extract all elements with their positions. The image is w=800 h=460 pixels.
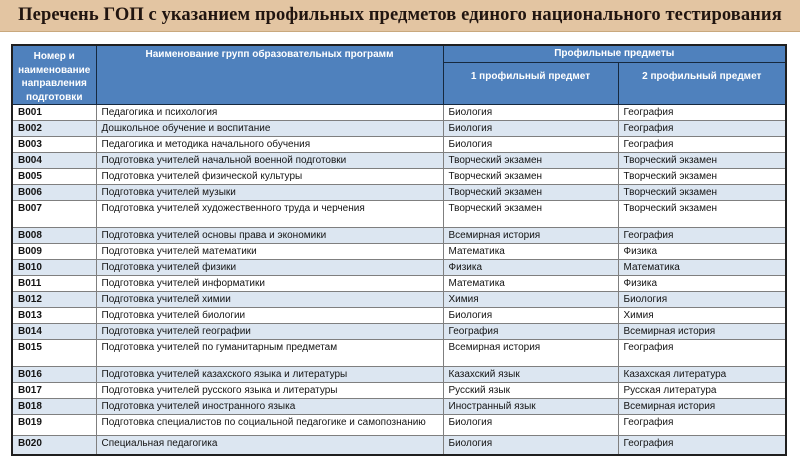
row-program: Подготовка учителей казахского языка и литературы [96,367,443,383]
table-row [12,324,786,340]
gop-table [11,44,787,456]
row-subject2: География [618,137,786,153]
title-bar [0,0,800,32]
table-row [12,228,786,244]
row-program: Подготовка учителей биологии [96,308,443,324]
table-row [12,415,786,436]
row-code: B008 [12,228,96,244]
row-subject2: География [618,436,786,455]
row-code: B018 [12,399,96,415]
row-code: B009 [12,244,96,260]
header-profile-subjects: Профильные предметы [443,45,786,62]
row-subject1: Русский язык [443,383,618,399]
row-subject1: Биология [443,415,618,436]
row-subject2: Всемирная история [618,399,786,415]
row-subject1: Биология [443,105,618,121]
row-program: Подготовка учителей химии [96,292,443,308]
row-code: B014 [12,324,96,340]
header-direction: Номер и наименование направления подготовки [12,45,96,105]
row-subject2: География [618,228,786,244]
row-subject1: Всемирная история [443,340,618,367]
row-subject2: География [618,415,786,436]
table-row [12,137,786,153]
table-row [12,185,786,201]
row-program: Подготовка учителей иностранного языка [96,399,443,415]
row-code: B015 [12,340,96,367]
table-row [12,105,786,121]
row-code: B017 [12,383,96,399]
row-subject2: Химия [618,308,786,324]
row-subject1: Физика [443,260,618,276]
row-program: Педагогика и методика начального обучения [96,137,443,153]
table-row [12,383,786,399]
row-code: B003 [12,137,96,153]
row-code: B011 [12,276,96,292]
row-program: Подготовка специалистов по социальной педагогике и самопознанию [96,415,443,436]
row-subject2: Математика [618,260,786,276]
row-code: B019 [12,415,96,436]
table-row [12,436,786,455]
row-subject2: География [618,340,786,367]
row-subject1: Биология [443,436,618,455]
row-subject2: География [618,121,786,137]
row-subject1: Творческий экзамен [443,169,618,185]
row-program: Подготовка учителей основы права и экономики [96,228,443,244]
row-subject1: Математика [443,244,618,260]
row-subject1: Всемирная история [443,228,618,244]
row-subject1: Творческий экзамен [443,185,618,201]
table-row [12,169,786,185]
table-row [12,292,786,308]
row-code: B013 [12,308,96,324]
row-subject2: Творческий экзамен [618,185,786,201]
row-program: Подготовка учителей художественного труда и черчения [96,201,443,228]
row-subject1: Казахский язык [443,367,618,383]
row-subject2: Всемирная история [618,324,786,340]
row-subject2: Казахская литература [618,367,786,383]
row-subject2: Творческий экзамен [618,201,786,228]
row-program: Подготовка учителей по гуманитарным предметам [96,340,443,367]
row-subject1: Иностранный язык [443,399,618,415]
header-subject-1: 1 профильный предмет [443,62,618,104]
row-code: B004 [12,153,96,169]
row-code: B002 [12,121,96,137]
row-program: Подготовка учителей русского языка и литературы [96,383,443,399]
row-code: B001 [12,105,96,121]
row-subject1: Биология [443,308,618,324]
table-row [12,340,786,367]
row-program: Подготовка учителей музыки [96,185,443,201]
row-subject1: География [443,324,618,340]
row-subject2: Русская литература [618,383,786,399]
table-row [12,276,786,292]
row-code: B006 [12,185,96,201]
row-code: B020 [12,436,96,455]
table-header [12,45,786,105]
page-title: Перечень ГОП с указанием профильных предметов единого национального тестирования [18,5,782,25]
row-code: B010 [12,260,96,276]
row-program: Подготовка учителей физики [96,260,443,276]
row-code: B016 [12,367,96,383]
row-subject1: Творческий экзамен [443,201,618,228]
row-program: Дошкольное обучение и воспитание [96,121,443,137]
table-row [12,367,786,383]
row-subject2: Творческий экзамен [618,153,786,169]
row-subject1: Биология [443,121,618,137]
table-row [12,153,786,169]
table-row [12,399,786,415]
row-program: Подготовка учителей математики [96,244,443,260]
row-subject1: Математика [443,276,618,292]
table-row [12,244,786,260]
row-program: Подготовка учителей физической культуры [96,169,443,185]
row-program: Подготовка учителей географии [96,324,443,340]
row-subject1: Творческий экзамен [443,153,618,169]
table-row [12,260,786,276]
row-program: Подготовка учителей начальной военной подготовки [96,153,443,169]
row-program: Педагогика и психология [96,105,443,121]
row-subject1: Биология [443,137,618,153]
row-code: B012 [12,292,96,308]
row-subject2: География [618,105,786,121]
row-code: B005 [12,169,96,185]
table-row [12,121,786,137]
table-body [12,105,786,455]
row-program: Подготовка учителей информатики [96,276,443,292]
row-subject1: Химия [443,292,618,308]
row-subject2: Творческий экзамен [618,169,786,185]
row-code: B007 [12,201,96,228]
table-row [12,201,786,228]
header-subject-2: 2 профильный предмет [618,62,786,104]
row-subject2: Физика [618,276,786,292]
header-programs: Наименование групп образовательных программ [96,45,443,105]
row-program: Специальная педагогика [96,436,443,455]
table-row [12,308,786,324]
row-subject2: Биология [618,292,786,308]
row-subject2: Физика [618,244,786,260]
